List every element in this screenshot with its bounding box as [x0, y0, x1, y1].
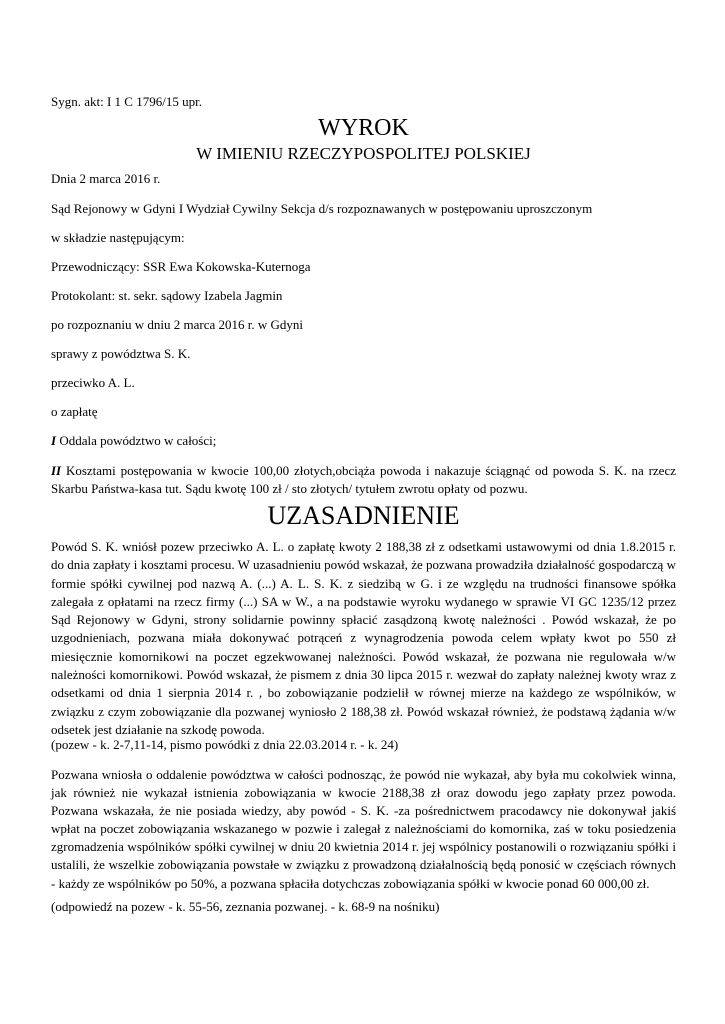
justification-citation-1: (pozew - k. 2-7,11-14, pismo powódki z dnia 22.03.2014 r. - k. 24) [51, 737, 399, 752]
defendant-line: przeciwko A. L. [51, 375, 135, 390]
verdict-point-1 [51, 433, 216, 449]
verdict-point-2-text: Kosztami postępowania w kwocie 100,00 złotych,obciąża powoda i nakazuje ściągnąć od powoda S. K. na rzecz Skarbu Państwa-kasa tut. Sądu kwotę 100 zł / sto złotych/ tytułem zwrotu opłaty od pozwu. [51, 463, 676, 496]
verdict-point-1-text: Oddala powództwo w całości; [56, 433, 217, 448]
judgment-date: Dnia 2 marca 2016 r. [51, 171, 161, 186]
verdict-point-2-marker: II [51, 463, 62, 478]
case-signature: Sygn. akt: I 1 C 1796/15 upr. [51, 94, 202, 109]
verdict-point-2 [51, 462, 676, 497]
verdict-point-1-marker: I [51, 433, 57, 448]
justification-citation-2: (odpowiedź na pozew - k. 55-56, zeznania pozwanej. - k. 68-9 na nośniku) [51, 899, 440, 914]
plaintiff-line: sprawy z powództwa S. K. [51, 346, 191, 361]
court-clerk: Protokolant: st. sekr. sądowy Izabela Jagmin [51, 288, 283, 303]
hearing-date: po rozpoznaniu w dniu 2 marca 2016 r. w Gdyni [51, 317, 304, 332]
court-name: Sąd Rejonowy w Gdyni I Wydział Cywilny Sekcja d/s rozpoznawanych w postępowaniu uproszczonym [51, 201, 593, 216]
justification-heading: UZASADNIENIE [267, 501, 460, 530]
presiding-judge: Przewodniczący: SSR Ewa Kokowska-Kuternoga [51, 259, 311, 274]
document-subtitle: W IMIENIU RZECZYPOSPOLITEJ POLSKIEJ [196, 144, 531, 163]
justification-paragraph-2: Pozwana wniosła o oddalenie powództwa w całości podnosząc, że powód nie wykazał, aby była mu cokolwiek winna, jak również nie wykazał istnienia zobowiązania w kwocie 2188,38 zł oraz dowodu jego zapłaty przez powoda. Pozwana wskazała, że nie posiada wiedzy, aby powód - S. K. -za pośrednictwem pracodawcy nie dokonywał jakiś wpłat na poczet zobowiązania wskazanego w pozwie i zalegał z należnościami do komornika, zaś w toku posiedzenia zgromadzenia wspólników spółki cywilnej w dniu 20 kwietnia 2014 r. jej wspólnicy postanowili o rozwiązaniu spółki i ustalili, że wszelkie zobowiązania powstałe w związku z prowadzoną działalnością będą ponosić w częściach równych - każdy ze wspólników po 50%, a pozwana spłaciła dotychczas zobowiązania spółki w kwocie ponad 60 000,00 zł. [51, 767, 676, 891]
document-title: WYROK [318, 115, 409, 141]
justification-paragraph-1: Powód S. K. wniósł pozew przeciwko A. L. o zapłatę kwoty 2 188,38 zł z odsetkami ustawowymi od dnia 1.8.2015 r. do dnia zapłaty i kosztami procesu. W uzasadnieniu powód wskazał, że pozwana prowadziła działalność gospodarczą w formie spółki cywilnej pod nazwą A. (...) A. L. S. K. z siedzibą w G. i ze względu na trudności finansowe spółka zalegała z opłatami na rzecz firmy (...) SA w W., a na podstawie wyroku wydanego w sprawie VI GC 1235/12 przez Sąd Rejonowy w Gdyni, strony solidarnie powinny spłacić zasądzoną kwotę należności . Powód wskazał, że po uzgodnieniach, pozwana miała dokonywać potrąceń z wynagrodzenia powoda celem wpłaty kwot po 550 zł miesięcznie komornikowi na poczet egzekwowanej należności. Powód wskazał, że pozwana nie regulowała w/w należności komornikowi. Powód wskazał, że pismem z dnia 30 lipca 2015 r. wezwał do zapłaty należnej kwoty wraz z odsetkami od dnia 1 sierpnia 2014 r. , bo zobowiązanie podzielił w równej mierze na każdego ze wspólników, w związku z czym zobowiązanie dla pozwanej wyniosło 2 188,38 zł. Powód wskazał również, że podstawą żądania w/w odsetek jest działanie na szkodę powoda. [51, 539, 676, 737]
composition-label: w składzie następującym: [51, 230, 185, 245]
claim-subject: o zapłatę [51, 404, 98, 419]
